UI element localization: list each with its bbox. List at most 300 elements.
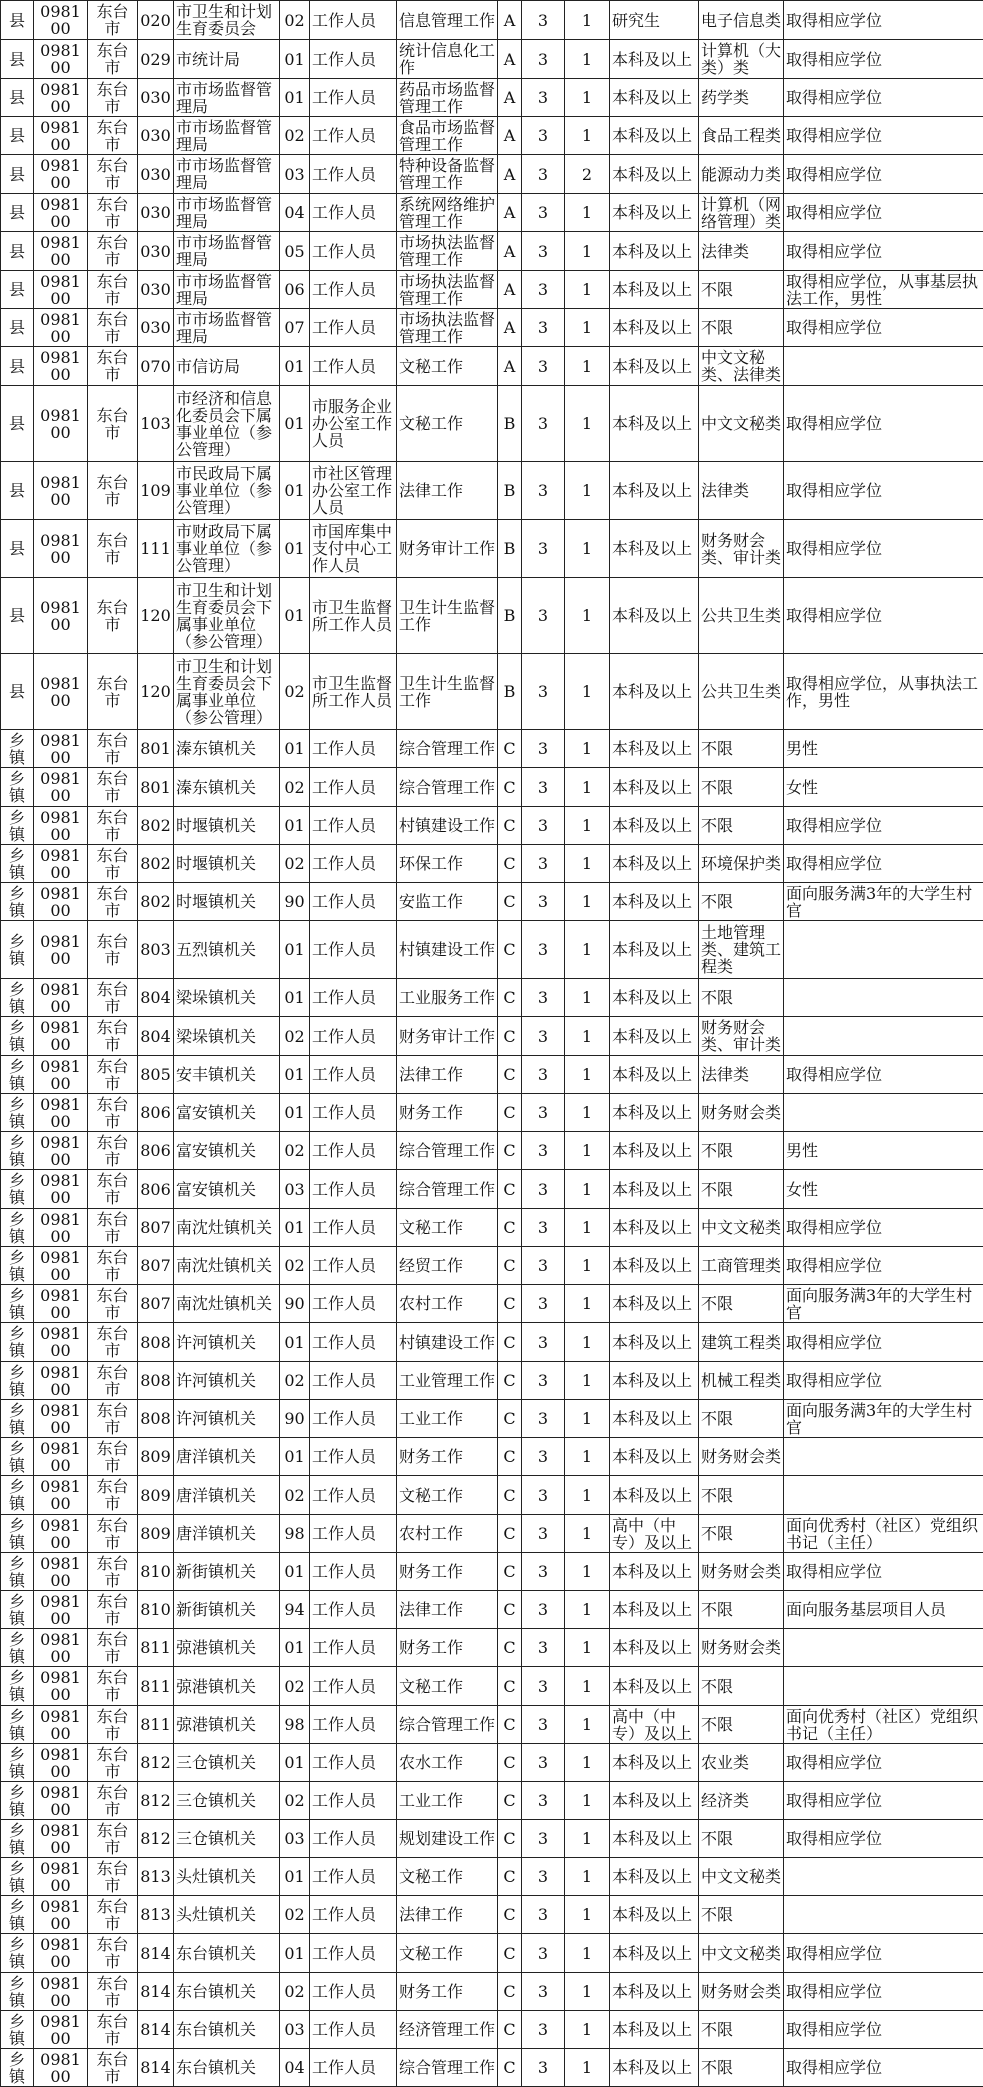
cell-exam-type: B bbox=[498, 654, 522, 730]
cell-job-duty: 村镇建设工作 bbox=[397, 807, 498, 845]
cell-exam-type: A bbox=[498, 40, 522, 79]
cell-major: 法律类 bbox=[699, 1056, 784, 1094]
cell-major: 不限 bbox=[699, 730, 784, 768]
cell-dept-name: 市市场监督管理局 bbox=[174, 232, 280, 271]
cell-dept-code: 030 bbox=[138, 79, 174, 117]
cell-major: 财务财会类 bbox=[699, 1629, 784, 1667]
cell-dept-name: 市市场监督管理局 bbox=[174, 117, 280, 155]
cell-position-code: 02 bbox=[280, 1973, 310, 2011]
cell-org-code: 098100 bbox=[34, 1858, 88, 1896]
cell-dept-code: 812 bbox=[138, 1820, 174, 1858]
cell-dept-code: 801 bbox=[138, 730, 174, 768]
cell-dept-name: 富安镇机关 bbox=[174, 1170, 280, 1209]
cell-dept-name: 唐洋镇机关 bbox=[174, 1476, 280, 1515]
cell-dept-name: 市经济和信息化委员会下属事业单位（参公管理） bbox=[174, 386, 280, 462]
cell-dept-name: 头灶镇机关 bbox=[174, 1896, 280, 1934]
cell-org-code: 098100 bbox=[34, 1896, 88, 1934]
cell-ratio: 3 bbox=[522, 1017, 565, 1056]
cell-city: 东台市 bbox=[88, 1934, 138, 1973]
cell-other-requirement: 取得相应学位，从事执法工作，男性 bbox=[784, 654, 983, 730]
cell-org-code: 098100 bbox=[34, 117, 88, 155]
cell-major: 不限 bbox=[699, 2049, 784, 2087]
cell-position-code: 01 bbox=[280, 1056, 310, 1094]
cell-job-duty: 规划建设工作 bbox=[397, 1820, 498, 1858]
cell-position-name: 工作人员 bbox=[310, 1, 397, 40]
cell-exam-type: C bbox=[498, 1973, 522, 2011]
cell-dept-name: 市卫生和计划生育委员会 bbox=[174, 1, 280, 40]
cell-headcount: 1 bbox=[565, 1017, 610, 1056]
cell-exam-type: C bbox=[498, 1667, 522, 1706]
table-row bbox=[1, 1667, 983, 1706]
cell-headcount: 1 bbox=[565, 1094, 610, 1132]
cell-city: 东台市 bbox=[88, 1973, 138, 2011]
cell-ratio: 3 bbox=[522, 1858, 565, 1896]
cell-other-requirement bbox=[784, 1476, 983, 1515]
cell-org-code: 098100 bbox=[34, 1934, 88, 1973]
cell-dept-code: 808 bbox=[138, 1362, 174, 1400]
cell-exam-type: C bbox=[498, 1782, 522, 1820]
cell-city: 东台市 bbox=[88, 1667, 138, 1706]
cell-org-code: 098100 bbox=[34, 1553, 88, 1591]
cell-dept-code: 802 bbox=[138, 807, 174, 845]
cell-dept-name: 新街镇机关 bbox=[174, 1553, 280, 1591]
cell-headcount: 1 bbox=[565, 1285, 610, 1323]
cell-education: 本科及以上 bbox=[610, 117, 699, 155]
cell-level: 乡镇 bbox=[1, 1896, 34, 1934]
cell-headcount: 1 bbox=[565, 520, 610, 578]
cell-education: 本科及以上 bbox=[610, 1782, 699, 1820]
cell-org-code: 098100 bbox=[34, 520, 88, 578]
cell-headcount: 1 bbox=[565, 1629, 610, 1667]
cell-dept-code: 808 bbox=[138, 1400, 174, 1438]
table-row bbox=[1, 1017, 983, 1056]
cell-position-name: 工作人员 bbox=[310, 309, 397, 347]
cell-exam-type: C bbox=[498, 1934, 522, 1973]
cell-dept-name: 时堰镇机关 bbox=[174, 845, 280, 883]
cell-org-code: 098100 bbox=[34, 1667, 88, 1706]
cell-city: 东台市 bbox=[88, 1858, 138, 1896]
cell-dept-name: 弶港镇机关 bbox=[174, 1629, 280, 1667]
cell-org-code: 098100 bbox=[34, 1706, 88, 1744]
cell-ratio: 3 bbox=[522, 79, 565, 117]
cell-position-code: 02 bbox=[280, 768, 310, 807]
cell-position-code: 01 bbox=[280, 40, 310, 79]
cell-position-code: 90 bbox=[280, 1285, 310, 1323]
cell-major: 不限 bbox=[699, 979, 784, 1017]
cell-dept-code: 030 bbox=[138, 271, 174, 309]
cell-city: 东台市 bbox=[88, 347, 138, 386]
cell-level: 乡镇 bbox=[1, 1553, 34, 1591]
table-row bbox=[1, 654, 983, 730]
cell-position-code: 01 bbox=[280, 462, 310, 520]
cell-other-requirement: 女性 bbox=[784, 768, 983, 807]
cell-dept-name: 南沈灶镇机关 bbox=[174, 1285, 280, 1323]
cell-level: 县 bbox=[1, 194, 34, 232]
cell-job-duty: 财务工作 bbox=[397, 1629, 498, 1667]
cell-org-code: 098100 bbox=[34, 155, 88, 194]
cell-headcount: 1 bbox=[565, 2011, 610, 2049]
cell-position-code: 02 bbox=[280, 845, 310, 883]
cell-level: 乡镇 bbox=[1, 1056, 34, 1094]
cell-job-duty: 文秘工作 bbox=[397, 1209, 498, 1247]
cell-level: 乡镇 bbox=[1, 730, 34, 768]
cell-dept-code: 030 bbox=[138, 232, 174, 271]
table-row bbox=[1, 1973, 983, 2011]
cell-city: 东台市 bbox=[88, 1362, 138, 1400]
cell-dept-code: 807 bbox=[138, 1247, 174, 1285]
cell-headcount: 1 bbox=[565, 1323, 610, 1362]
cell-major: 土地管理类、建筑工程类 bbox=[699, 921, 784, 979]
cell-education: 本科及以上 bbox=[610, 1553, 699, 1591]
cell-position-name: 工作人员 bbox=[310, 271, 397, 309]
cell-exam-type: C bbox=[498, 1094, 522, 1132]
cell-org-code: 098100 bbox=[34, 1017, 88, 1056]
cell-education: 本科及以上 bbox=[610, 1247, 699, 1285]
cell-headcount: 1 bbox=[565, 883, 610, 921]
cell-ratio: 3 bbox=[522, 2011, 565, 2049]
table-row bbox=[1, 462, 983, 520]
cell-dept-code: 805 bbox=[138, 1056, 174, 1094]
cell-dept-code: 814 bbox=[138, 2011, 174, 2049]
cell-org-code: 098100 bbox=[34, 232, 88, 271]
table-row bbox=[1, 845, 983, 883]
cell-position-name: 工作人员 bbox=[310, 1934, 397, 1973]
cell-level: 乡镇 bbox=[1, 1438, 34, 1476]
cell-job-duty: 村镇建设工作 bbox=[397, 921, 498, 979]
cell-other-requirement: 面向服务满3年的大学生村官 bbox=[784, 1285, 983, 1323]
cell-org-code: 098100 bbox=[34, 1820, 88, 1858]
cell-headcount: 1 bbox=[565, 271, 610, 309]
cell-ratio: 3 bbox=[522, 1629, 565, 1667]
cell-dept-name: 东台镇机关 bbox=[174, 1934, 280, 1973]
cell-org-code: 098100 bbox=[34, 309, 88, 347]
cell-level: 乡镇 bbox=[1, 1782, 34, 1820]
cell-ratio: 3 bbox=[522, 1285, 565, 1323]
cell-major: 中文文秘类 bbox=[699, 1858, 784, 1896]
cell-exam-type: B bbox=[498, 578, 522, 654]
cell-position-code: 01 bbox=[280, 1934, 310, 1973]
cell-position-code: 02 bbox=[280, 117, 310, 155]
cell-position-code: 02 bbox=[280, 1362, 310, 1400]
cell-city: 东台市 bbox=[88, 40, 138, 79]
cell-dept-code: 806 bbox=[138, 1170, 174, 1209]
cell-education: 高中（中专）及以上 bbox=[610, 1706, 699, 1744]
cell-org-code: 098100 bbox=[34, 386, 88, 462]
cell-major: 机械工程类 bbox=[699, 1362, 784, 1400]
cell-headcount: 1 bbox=[565, 1782, 610, 1820]
cell-other-requirement: 面向服务满3年的大学生村官 bbox=[784, 883, 983, 921]
cell-position-code: 01 bbox=[280, 1629, 310, 1667]
cell-major: 财务财会类 bbox=[699, 1553, 784, 1591]
cell-education: 本科及以上 bbox=[610, 578, 699, 654]
cell-dept-code: 806 bbox=[138, 1132, 174, 1170]
cell-org-code: 098100 bbox=[34, 730, 88, 768]
table-row bbox=[1, 1094, 983, 1132]
cell-education: 本科及以上 bbox=[610, 1017, 699, 1056]
table-row bbox=[1, 520, 983, 578]
cell-position-code: 01 bbox=[280, 386, 310, 462]
cell-exam-type: A bbox=[498, 194, 522, 232]
cell-education: 本科及以上 bbox=[610, 386, 699, 462]
cell-city: 东台市 bbox=[88, 117, 138, 155]
table-row bbox=[1, 271, 983, 309]
cell-job-duty: 经贸工作 bbox=[397, 1247, 498, 1285]
cell-position-name: 工作人员 bbox=[310, 1820, 397, 1858]
cell-org-code: 098100 bbox=[34, 807, 88, 845]
cell-major: 财务财会类 bbox=[699, 1094, 784, 1132]
cell-dept-name: 市民政局下属事业单位（参公管理） bbox=[174, 462, 280, 520]
cell-position-code: 01 bbox=[280, 979, 310, 1017]
cell-org-code: 098100 bbox=[34, 40, 88, 79]
cell-education: 本科及以上 bbox=[610, 462, 699, 520]
cell-dept-code: 807 bbox=[138, 1209, 174, 1247]
cell-other-requirement: 取得相应学位 bbox=[784, 1247, 983, 1285]
cell-dept-code: 070 bbox=[138, 347, 174, 386]
cell-education: 研究生 bbox=[610, 1, 699, 40]
cell-city: 东台市 bbox=[88, 462, 138, 520]
cell-ratio: 3 bbox=[522, 1706, 565, 1744]
cell-dept-name: 市市场监督管理局 bbox=[174, 155, 280, 194]
cell-ratio: 3 bbox=[522, 347, 565, 386]
cell-dept-name: 唐洋镇机关 bbox=[174, 1515, 280, 1553]
cell-position-code: 07 bbox=[280, 309, 310, 347]
cell-exam-type: A bbox=[498, 117, 522, 155]
cell-dept-name: 市信访局 bbox=[174, 347, 280, 386]
cell-dept-code: 029 bbox=[138, 40, 174, 79]
cell-dept-name: 三仓镇机关 bbox=[174, 1820, 280, 1858]
cell-job-duty: 综合管理工作 bbox=[397, 1706, 498, 1744]
cell-dept-code: 812 bbox=[138, 1782, 174, 1820]
cell-position-name: 工作人员 bbox=[310, 1438, 397, 1476]
cell-exam-type: C bbox=[498, 1744, 522, 1782]
cell-dept-code: 120 bbox=[138, 578, 174, 654]
cell-exam-type: C bbox=[498, 1591, 522, 1629]
cell-ratio: 3 bbox=[522, 1247, 565, 1285]
cell-city: 东台市 bbox=[88, 883, 138, 921]
cell-headcount: 1 bbox=[565, 79, 610, 117]
cell-position-name: 工作人员 bbox=[310, 1247, 397, 1285]
cell-ratio: 3 bbox=[522, 1132, 565, 1170]
cell-exam-type: B bbox=[498, 386, 522, 462]
cell-dept-name: 许河镇机关 bbox=[174, 1362, 280, 1400]
cell-headcount: 1 bbox=[565, 1209, 610, 1247]
cell-dept-code: 811 bbox=[138, 1706, 174, 1744]
table-row bbox=[1, 1056, 983, 1094]
cell-org-code: 098100 bbox=[34, 79, 88, 117]
cell-dept-name: 时堰镇机关 bbox=[174, 883, 280, 921]
cell-city: 东台市 bbox=[88, 1553, 138, 1591]
cell-other-requirement: 取得相应学位 bbox=[784, 1744, 983, 1782]
cell-level: 县 bbox=[1, 309, 34, 347]
cell-headcount: 1 bbox=[565, 1132, 610, 1170]
cell-other-requirement: 男性 bbox=[784, 730, 983, 768]
cell-major: 能源动力类 bbox=[699, 155, 784, 194]
cell-dept-name: 市统计局 bbox=[174, 40, 280, 79]
cell-major: 法律类 bbox=[699, 232, 784, 271]
cell-education: 高中（中专）及以上 bbox=[610, 1515, 699, 1553]
cell-dept-code: 020 bbox=[138, 1, 174, 40]
cell-level: 县 bbox=[1, 654, 34, 730]
cell-ratio: 3 bbox=[522, 730, 565, 768]
cell-ratio: 3 bbox=[522, 1515, 565, 1553]
cell-exam-type: C bbox=[498, 1553, 522, 1591]
cell-major: 不限 bbox=[699, 807, 784, 845]
cell-dept-name: 富安镇机关 bbox=[174, 1132, 280, 1170]
cell-position-name: 工作人员 bbox=[310, 1858, 397, 1896]
cell-exam-type: C bbox=[498, 1132, 522, 1170]
cell-major: 中文文秘类 bbox=[699, 386, 784, 462]
cell-job-duty: 经济管理工作 bbox=[397, 2011, 498, 2049]
table-row bbox=[1, 232, 983, 271]
cell-dept-code: 804 bbox=[138, 979, 174, 1017]
cell-city: 东台市 bbox=[88, 79, 138, 117]
cell-dept-name: 溱东镇机关 bbox=[174, 768, 280, 807]
cell-level: 乡镇 bbox=[1, 883, 34, 921]
cell-dept-code: 814 bbox=[138, 1934, 174, 1973]
table-row bbox=[1, 1132, 983, 1170]
cell-org-code: 098100 bbox=[34, 2011, 88, 2049]
cell-level: 乡镇 bbox=[1, 979, 34, 1017]
cell-position-name: 工作人员 bbox=[310, 768, 397, 807]
table-row bbox=[1, 883, 983, 921]
cell-dept-name: 市卫生和计划生育委员会下属事业单位（参公管理） bbox=[174, 578, 280, 654]
cell-org-code: 098100 bbox=[34, 578, 88, 654]
cell-other-requirement: 取得相应学位，从事基层执法工作，男性 bbox=[784, 271, 983, 309]
cell-other-requirement: 取得相应学位 bbox=[784, 79, 983, 117]
cell-ratio: 3 bbox=[522, 117, 565, 155]
table-row bbox=[1, 2049, 983, 2087]
cell-dept-name: 梁垛镇机关 bbox=[174, 1017, 280, 1056]
cell-dept-code: 813 bbox=[138, 1896, 174, 1934]
table-row bbox=[1, 1706, 983, 1744]
cell-position-code: 02 bbox=[280, 1132, 310, 1170]
cell-headcount: 1 bbox=[565, 1934, 610, 1973]
cell-headcount: 1 bbox=[565, 1973, 610, 2011]
cell-org-code: 098100 bbox=[34, 1323, 88, 1362]
cell-position-name: 工作人员 bbox=[310, 2011, 397, 2049]
cell-city: 东台市 bbox=[88, 1515, 138, 1553]
cell-city: 东台市 bbox=[88, 1706, 138, 1744]
cell-org-code: 098100 bbox=[34, 654, 88, 730]
cell-exam-type: C bbox=[498, 1285, 522, 1323]
cell-dept-code: 103 bbox=[138, 386, 174, 462]
cell-position-code: 01 bbox=[280, 520, 310, 578]
cell-dept-code: 810 bbox=[138, 1553, 174, 1591]
cell-headcount: 1 bbox=[565, 386, 610, 462]
cell-major: 计算机（网络管理）类 bbox=[699, 194, 784, 232]
cell-education: 本科及以上 bbox=[610, 654, 699, 730]
cell-job-duty: 财务工作 bbox=[397, 1438, 498, 1476]
cell-other-requirement: 面向服务满3年的大学生村官 bbox=[784, 1400, 983, 1438]
cell-level: 县 bbox=[1, 578, 34, 654]
cell-city: 东台市 bbox=[88, 1896, 138, 1934]
cell-education: 本科及以上 bbox=[610, 1362, 699, 1400]
table-row bbox=[1, 1591, 983, 1629]
table-row bbox=[1, 921, 983, 979]
cell-education: 本科及以上 bbox=[610, 1476, 699, 1515]
cell-ratio: 3 bbox=[522, 1667, 565, 1706]
cell-headcount: 1 bbox=[565, 2049, 610, 2087]
cell-city: 东台市 bbox=[88, 1094, 138, 1132]
cell-level: 乡镇 bbox=[1, 2011, 34, 2049]
cell-job-duty: 财务审计工作 bbox=[397, 520, 498, 578]
cell-headcount: 1 bbox=[565, 654, 610, 730]
cell-city: 东台市 bbox=[88, 1438, 138, 1476]
cell-dept-code: 811 bbox=[138, 1629, 174, 1667]
cell-level: 乡镇 bbox=[1, 1973, 34, 2011]
cell-org-code: 098100 bbox=[34, 1247, 88, 1285]
cell-education: 本科及以上 bbox=[610, 194, 699, 232]
cell-other-requirement bbox=[784, 921, 983, 979]
cell-education: 本科及以上 bbox=[610, 40, 699, 79]
cell-level: 乡镇 bbox=[1, 2049, 34, 2087]
cell-job-duty: 工业服务工作 bbox=[397, 979, 498, 1017]
cell-education: 本科及以上 bbox=[610, 79, 699, 117]
cell-exam-type: C bbox=[498, 768, 522, 807]
cell-job-duty: 综合管理工作 bbox=[397, 1170, 498, 1209]
cell-major: 不限 bbox=[699, 1515, 784, 1553]
cell-dept-name: 南沈灶镇机关 bbox=[174, 1209, 280, 1247]
table-row bbox=[1, 1209, 983, 1247]
table-row bbox=[1, 1247, 983, 1285]
cell-dept-code: 030 bbox=[138, 117, 174, 155]
cell-org-code: 098100 bbox=[34, 768, 88, 807]
cell-position-code: 03 bbox=[280, 1170, 310, 1209]
cell-other-requirement: 面向服务基层项目人员 bbox=[784, 1591, 983, 1629]
cell-dept-code: 809 bbox=[138, 1515, 174, 1553]
table-row bbox=[1, 730, 983, 768]
cell-level: 乡镇 bbox=[1, 1858, 34, 1896]
cell-other-requirement: 取得相应学位 bbox=[784, 578, 983, 654]
cell-other-requirement: 女性 bbox=[784, 1170, 983, 1209]
cell-major: 不限 bbox=[699, 883, 784, 921]
cell-city: 东台市 bbox=[88, 155, 138, 194]
cell-job-duty: 信息管理工作 bbox=[397, 1, 498, 40]
cell-level: 乡镇 bbox=[1, 1476, 34, 1515]
cell-dept-name: 头灶镇机关 bbox=[174, 1858, 280, 1896]
table-row bbox=[1, 1515, 983, 1553]
cell-level: 县 bbox=[1, 232, 34, 271]
cell-dept-code: 109 bbox=[138, 462, 174, 520]
cell-position-name: 工作人员 bbox=[310, 807, 397, 845]
cell-position-code: 01 bbox=[280, 807, 310, 845]
cell-major: 财务财会类、审计类 bbox=[699, 1017, 784, 1056]
cell-exam-type: C bbox=[498, 1056, 522, 1094]
cell-other-requirement: 取得相应学位 bbox=[784, 1, 983, 40]
table-row bbox=[1, 79, 983, 117]
cell-ratio: 3 bbox=[522, 271, 565, 309]
cell-ratio: 3 bbox=[522, 1438, 565, 1476]
cell-job-duty: 综合管理工作 bbox=[397, 2049, 498, 2087]
cell-position-name: 市社区管理办公室工作人员 bbox=[310, 462, 397, 520]
cell-job-duty: 统计信息化工作 bbox=[397, 40, 498, 79]
cell-job-duty: 文秘工作 bbox=[397, 1934, 498, 1973]
cell-headcount: 1 bbox=[565, 232, 610, 271]
cell-job-duty: 文秘工作 bbox=[397, 347, 498, 386]
cell-education: 本科及以上 bbox=[610, 2049, 699, 2087]
cell-position-name: 工作人员 bbox=[310, 117, 397, 155]
cell-education: 本科及以上 bbox=[610, 520, 699, 578]
cell-dept-code: 809 bbox=[138, 1476, 174, 1515]
table-row bbox=[1, 2011, 983, 2049]
cell-major: 不限 bbox=[699, 271, 784, 309]
cell-dept-code: 812 bbox=[138, 1744, 174, 1782]
cell-city: 东台市 bbox=[88, 386, 138, 462]
cell-ratio: 3 bbox=[522, 386, 565, 462]
cell-org-code: 098100 bbox=[34, 462, 88, 520]
cell-ratio: 3 bbox=[522, 1209, 565, 1247]
cell-level: 县 bbox=[1, 462, 34, 520]
